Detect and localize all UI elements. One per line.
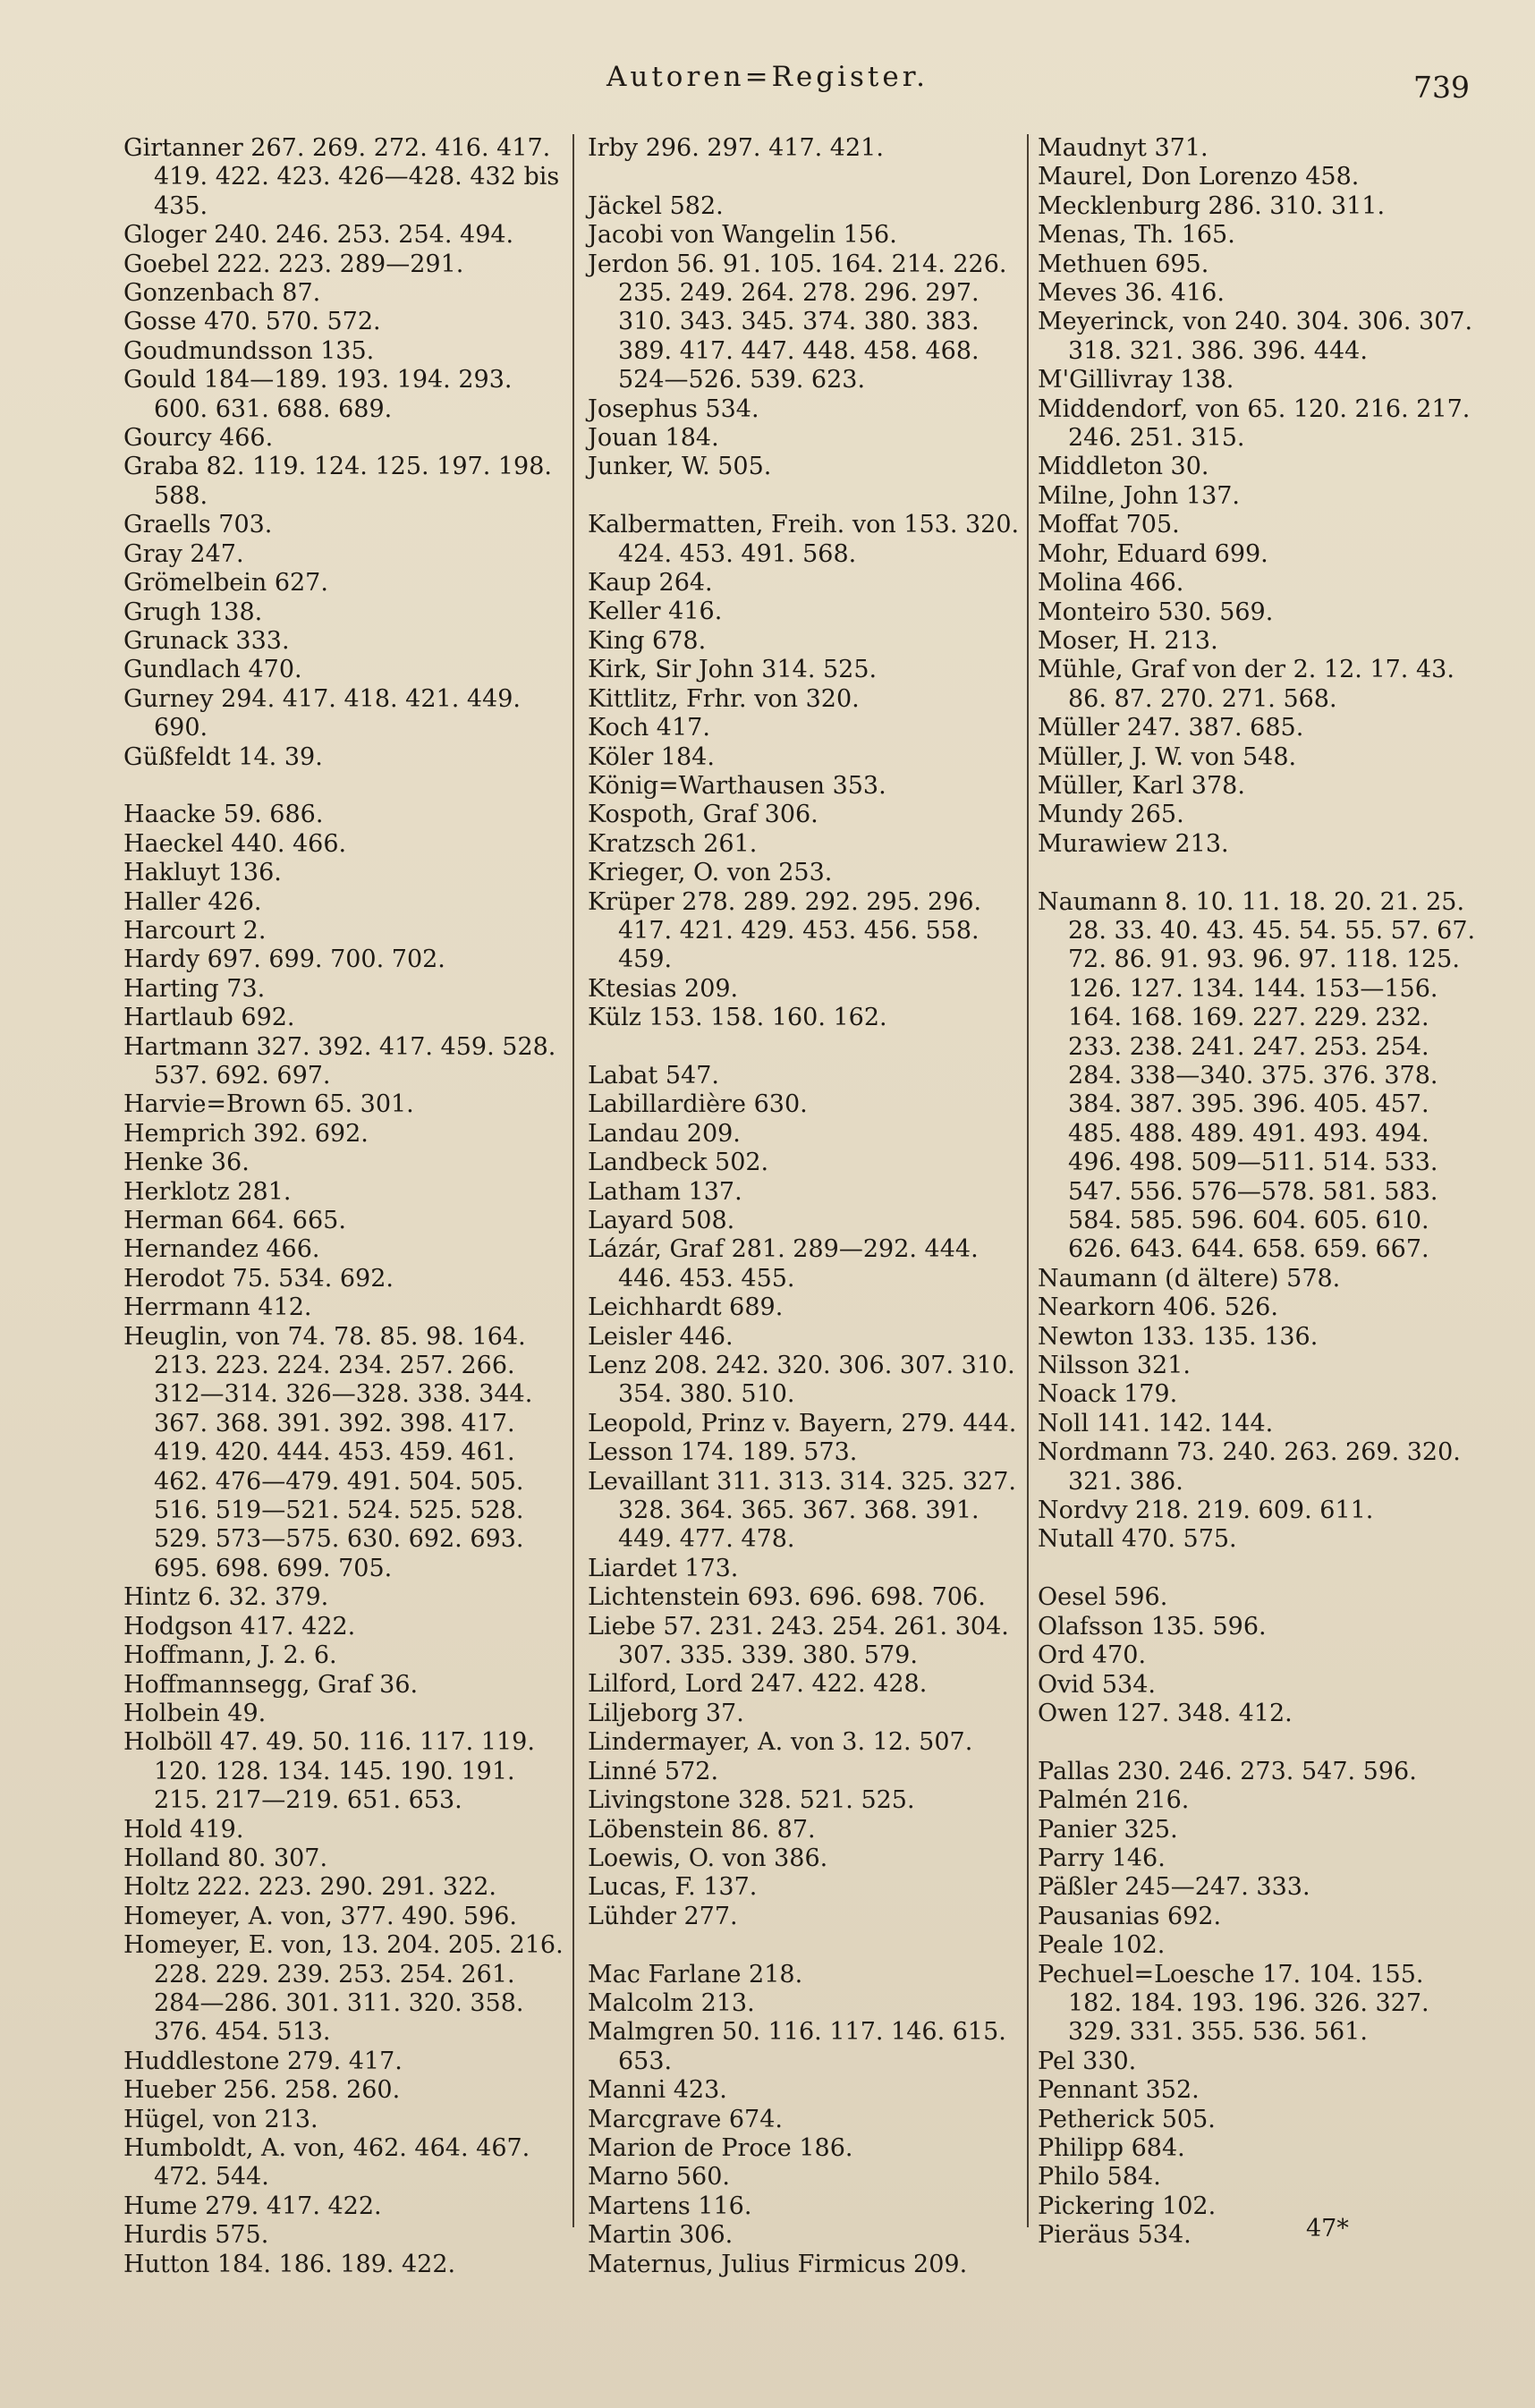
index-entry: Grömelbein 627. (123, 569, 328, 598)
index-entry: Pennant 352. (1038, 2076, 1200, 2105)
index-entry: Kaup 264. (588, 569, 713, 598)
index-entry: Middendorf, von 65. 120. 216. 217. 246. 251. 315. (1038, 394, 1471, 453)
index-entry: Landau 209. (588, 1119, 741, 1148)
section-gap (1038, 859, 1480, 887)
index-entry: Pechuel=Loesche 17. 104. 155. 182. 184. 193. 196. 326. 327. 329. 331. 355. 536. 561. (1038, 1960, 1429, 2047)
index-entry: Jerdon 56. 91. 105. 164. 214. 226. 235. 249. 264. 278. 296. 297. 310. 343. 345. 374. 380. 383. 389. 417. 447. 448. 458. 468. 524—526. 539. 623. (588, 250, 1007, 394)
index-entry: Linné 572. (588, 1757, 719, 1785)
index-entry: Henke 36. (123, 1149, 250, 1177)
index-entry: Kalbermatten, Freih. von 153. 320. 424. 453. 491. 568. (588, 511, 1020, 568)
index-entry: Lindermayer, A. von 3. 12. 507. (588, 1728, 973, 1757)
index-entry: Naumann 8. 10. 11. 18. 20. 21. 25. 28. 33. 40. 43. 45. 54. 55. 57. 67. 72. 86. 91. 93. 96. 97. 118. 125. 126. 127. 134. 144. 153—156. 164. 168. 169. 227. 229. 232. 233. 238. 241. 247. 253. 254. 284. 338—340. 375. 376. 378. 384. 387. 395. 396. 405. 457. 485. 488. 489. 491. 493. 494. 496. 498. 509—511. 514. 533. 547. 556. 576—578. 581. 583. 584. 585. 596. 604. 605. 610. 626. 643. 644. 658. 659. 667. (1038, 887, 1476, 1264)
index-entry: Harvie=Brown 65. 301. (123, 1090, 414, 1119)
index-entry: Lilford, Lord 247. 422. 428. (588, 1670, 928, 1699)
index-entry: Hügel, von 213. (123, 2105, 318, 2133)
index-entry: Philipp 684. (1038, 2133, 1185, 2162)
index-entry: Ord 470. (1038, 1641, 1147, 1670)
index-entry: Josephus 534. (588, 394, 759, 423)
index-entry: Holland 80. 307. (123, 1844, 328, 1872)
index-entry: Graells 703. (123, 511, 273, 539)
index-entry: Herrmann 412. (123, 1293, 312, 1322)
index-entry: Hernandez 466. (123, 1235, 320, 1264)
index-entry: Lichtenstein 693. 696. 698. 706. (588, 1583, 986, 1612)
index-entry: Kittlitz, Frhr. von 320. (588, 684, 860, 713)
index-entry: Gurney 294. 417. 418. 421. 449. 690. (123, 684, 521, 742)
index-entry: Levaillant 311. 313. 314. 325. 327. 328. 364. 365. 367. 368. 391. 449. 477. 478. (588, 1467, 1016, 1554)
index-entry: Müller, Karl 378. (1038, 771, 1245, 800)
running-header: Autoren=Register. (606, 61, 929, 93)
index-entry: Gonzenbach 87. (123, 279, 321, 308)
index-entry: Koch 417. (588, 714, 710, 742)
index-column-1 (123, 134, 565, 2279)
index-entry: Ktesias 209. (588, 974, 739, 1003)
index-entry: Gould 184—189. 193. 194. 293. 600. 631. 688. 689. (123, 366, 513, 423)
index-entry: Lenz 208. 242. 320. 306. 307. 310. 354. 380. 510. (588, 1352, 1015, 1409)
index-entry: Pickering 102. (1038, 2192, 1217, 2220)
index-column-3 (1038, 134, 1480, 2251)
index-entry: Lühder 277. (588, 1902, 738, 1930)
index-entry: Haeckel 440. 466. (123, 829, 347, 858)
index-entry: Müller, J. W. von 548. (1038, 742, 1297, 771)
index-entry: Külz 153. 158. 160. 162. (588, 1004, 887, 1032)
index-entry: Manni 423. (588, 2076, 727, 2105)
index-entry: Pausanias 692. (1038, 1902, 1222, 1930)
index-entry: Latham 137. (588, 1177, 742, 1206)
index-entry: Liljeborg 37. (588, 1699, 744, 1727)
index-entry: Herodot 75. 534. 692. (123, 1264, 394, 1293)
index-entry: Methuen 695. (1038, 250, 1209, 278)
index-entry: Pallas 230. 246. 273. 547. 596. (1038, 1757, 1417, 1785)
index-entry: Goudmundsson 135. (123, 336, 375, 365)
index-entry: Nordmann 73. 240. 263. 269. 320. 321. 386. (1038, 1438, 1461, 1496)
index-entry: Haacke 59. 686. (123, 801, 324, 829)
index-entry: Mühle, Graf von der 2. 12. 17. 43. 86. 87. 270. 271. 568. (1038, 656, 1454, 713)
index-entry: Hintz 6. 32. 379. (123, 1583, 329, 1612)
index-entry: Homeyer, E. von, 13. 204. 205. 216. 228. 229. 239. 253. 254. 261. 284—286. 301. 311. 320. 358. 376. 454. 513. (123, 1931, 564, 2047)
index-entry: Labillardière 630. (588, 1090, 808, 1119)
index-entry: Meyerinck, von 240. 304. 306. 307. 318. 321. 386. 396. 444. (1038, 308, 1473, 365)
index-entry: Hemprich 392. 692. (123, 1119, 369, 1148)
index-entry: Jouan 184. (588, 424, 719, 453)
index-entry: Labat 547. (588, 1061, 719, 1090)
index-entry: Ovid 534. (1038, 1670, 1157, 1699)
index-entry: Herklotz 281. (123, 1177, 292, 1206)
index-entry: Newton 133. 135. 136. (1038, 1322, 1319, 1351)
index-entry: Krieger, O. von 253. (588, 859, 833, 887)
index-entry: Landbeck 502. (588, 1149, 769, 1177)
index-entry: Leisler 446. (588, 1322, 734, 1351)
page-number: 739 (1413, 70, 1470, 105)
column-rule (1027, 134, 1029, 2227)
index-entry: Martens 116. (588, 2192, 752, 2220)
index-entry: Lázár, Graf 281. 289—292. 444. 446. 453. 455. (588, 1235, 979, 1293)
index-entry: King 678. (588, 626, 707, 655)
index-entry: Moffat 705. (1038, 511, 1180, 539)
signature-mark: 47* (1306, 2215, 1349, 2243)
index-entry: Philo 584. (1038, 2163, 1161, 2192)
section-gap (588, 163, 1021, 191)
index-entry: Päßler 245—247. 333. (1038, 1873, 1310, 1902)
index-entry: Keller 416. (588, 598, 723, 626)
index-entry: Palmén 216. (1038, 1786, 1190, 1815)
index-entry: Maudnyt 371. (1038, 134, 1208, 162)
index-entry: Junker, W. 505. (588, 453, 772, 481)
index-entry: Nearkorn 406. 526. (1038, 1293, 1278, 1322)
index-entry: Hueber 256. 258. 260. (123, 2076, 401, 2105)
index-entry: Lesson 174. 189. 573. (588, 1438, 858, 1467)
index-entry: Hakluyt 136. (123, 859, 282, 887)
index-entry: Jacobi von Wangelin 156. (588, 221, 897, 250)
index-entry: Molina 466. (1038, 569, 1184, 598)
index-entry: Müller 247. 387. 685. (1038, 714, 1304, 742)
index-entry: Mac Farlane 218. (588, 1960, 803, 1988)
index-entry: Panier 325. (1038, 1815, 1178, 1844)
index-entry: Pel 330. (1038, 2047, 1137, 2075)
index-entry: Mundy 265. (1038, 801, 1184, 829)
index-entry: Holtz 222. 223. 290. 291. 322. (123, 1873, 497, 1902)
index-entry: Graba 82. 119. 124. 125. 197. 198. 588. (123, 453, 552, 510)
index-entry: Harting 73. (123, 974, 266, 1003)
section-gap (588, 1931, 1021, 1960)
index-entry: Marcgrave 674. (588, 2105, 783, 2133)
index-entry: Köler 184. (588, 742, 715, 771)
index-entry: Naumann (d ältere) 578. (1038, 1264, 1341, 1293)
index-entry: Owen 127. 348. 412. (1038, 1699, 1293, 1727)
index-entry: Maternus, Julius Firmicus 209. (588, 2250, 968, 2278)
index-entry: Parry 146. (1038, 1844, 1166, 1872)
index-entry: Leopold, Prinz v. Bayern, 279. 444. (588, 1409, 1017, 1437)
index-entry: Homeyer, A. von, 377. 490. 596. (123, 1902, 517, 1930)
section-gap (1038, 1555, 1480, 1583)
index-entry: Marno 560. (588, 2163, 730, 2192)
index-entry: Kirk, Sir John 314. 525. (588, 656, 878, 684)
index-entry: Irby 296. 297. 417. 421. (588, 134, 884, 162)
index-entry: Kospoth, Graf 306. (588, 801, 818, 829)
index-entry: König=Warthausen 353. (588, 771, 886, 800)
index-entry: Oesel 596. (1038, 1583, 1168, 1612)
index-entry: Güßfeldt 14. 39. (123, 742, 323, 771)
index-entry: Löbenstein 86. 87. (588, 1815, 816, 1844)
index-entry: Holbein 49. (123, 1699, 267, 1727)
index-entry: Hodgson 417. 422. (123, 1612, 356, 1641)
index-entry: Marion de Proce 186. (588, 2133, 853, 2162)
section-gap (588, 1033, 1021, 1062)
index-entry: Olafsson 135. 596. (1038, 1612, 1267, 1641)
index-entry: Noll 141. 142. 144. (1038, 1409, 1274, 1437)
index-entry: Herman 664. 665. (123, 1207, 346, 1235)
index-entry: Hurdis 575. (123, 2221, 269, 2250)
index-entry: Hold 419. (123, 1815, 244, 1844)
index-entry: Gundlach 470. (123, 656, 302, 684)
index-entry: Grugh 138. (123, 598, 263, 626)
index-entry: Kratzsch 261. (588, 829, 758, 858)
column-rule (572, 134, 574, 2227)
index-entry: Hoffmann, J. 2. 6. (123, 1641, 337, 1670)
index-entry: Gray 247. (123, 539, 244, 568)
index-entry: Maurel, Don Lorenzo 458. (1038, 163, 1360, 191)
index-entry: Jäckel 582. (588, 191, 724, 220)
section-gap (588, 482, 1021, 511)
index-entry: Grunack 333. (123, 626, 290, 655)
index-entry: Gosse 470. 570. 572. (123, 308, 381, 336)
index-entry: Monteiro 530. 569. (1038, 598, 1274, 626)
index-entry: Krüper 278. 289. 292. 295. 296. 417. 421. 429. 453. 456. 558. 459. (588, 887, 982, 974)
index-entry: Leichhardt 689. (588, 1293, 784, 1322)
index-entry: Nutall 470. 575. (1038, 1525, 1237, 1554)
index-entry: Hartlaub 692. (123, 1004, 295, 1032)
index-entry: Loewis, O. von 386. (588, 1844, 828, 1872)
index-entry: Middleton 30. (1038, 453, 1209, 481)
index-entry: Hartmann 327. 392. 417. 459. 528. 537. 692. 697. (123, 1032, 556, 1090)
index-entry: Malcolm 213. (588, 1988, 755, 2017)
index-entry: Moser, H. 213. (1038, 626, 1218, 655)
section-gap (1038, 1728, 1480, 1757)
index-entry: Hume 279. 417. 422. (123, 2192, 382, 2220)
index-entry: Huddlestone 279. 417. (123, 2047, 403, 2075)
index-entry: Girtanner 267. 269. 272. 416. 417. 419. 422. 423. 426—428. 432 bis 435. (123, 134, 560, 220)
index-entry: Hardy 697. 699. 700. 702. (123, 945, 445, 974)
index-entry: Layard 508. (588, 1206, 735, 1234)
index-entry: Gloger 240. 246. 253. 254. 494. (123, 221, 514, 250)
index-entry: Peale 102. (1038, 1931, 1166, 1960)
index-entry: Livingstone 328. 521. 525. (588, 1786, 915, 1815)
index-entry: Gourcy 466. (123, 424, 274, 453)
index-entry: Mohr, Eduard 699. (1038, 539, 1268, 568)
index-entry: Mecklenburg 286. 310. 311. (1038, 191, 1386, 220)
index-entry: Pieräus 534. (1038, 2221, 1192, 2250)
index-entry: Nilsson 321. (1038, 1352, 1191, 1380)
index-entry: Hoffmannsegg, Graf 36. (123, 1670, 419, 1699)
index-entry: Menas, Th. 165. (1038, 221, 1235, 250)
index-entry: Liardet 173. (588, 1554, 739, 1582)
index-entry: Milne, John 137. (1038, 481, 1241, 510)
index-entry: Humboldt, A. von, 462. 464. 467. 472. 544. (123, 2134, 530, 2192)
index-entry: Liebe 57. 231. 243. 254. 261. 304. 307. 335. 339. 380. 579. (588, 1612, 1009, 1670)
index-entry: Hutton 184. 186. 189. 422. (123, 2250, 456, 2278)
index-entry: Murawiew 213. (1038, 829, 1229, 858)
index-entry: Heuglin, von 74. 78. 85. 98. 164. 213. 223. 224. 234. 257. 266. 312—314. 326—328. 338. 344. 367. 368. 391. 392. 398. 417. 419. 420. 444. 453. 459. 461. 462. 476—479. 491. 504. 505. 516. 519—521. 524. 525. 528. 529. 573—575. 630. 692. 693. 695. 698. 699. 705. (123, 1322, 533, 1582)
index-entry: Martin 306. (588, 2221, 734, 2250)
index-entry: M'Gillivray 138. (1038, 366, 1234, 394)
index-column-2 (588, 134, 1021, 2279)
section-gap (123, 772, 565, 801)
index-entry: Holböll 47. 49. 50. 116. 117. 119. 120. 128. 134. 145. 190. 191. 215. 217—219. 651. 653. (123, 1728, 535, 1815)
index-entry: Lucas, F. 137. (588, 1873, 758, 1902)
index-entry: Goebel 222. 223. 289—291. (123, 250, 464, 278)
index-entry: Noack 179. (1038, 1380, 1178, 1409)
index-entry: Nordvy 218. 219. 609. 611. (1038, 1497, 1374, 1525)
index-entry: Harcourt 2. (123, 916, 267, 945)
index-entry: Haller 426. (123, 887, 262, 916)
index-entry: Meves 36. 416. (1038, 279, 1225, 308)
index-entry: Petherick 505. (1038, 2105, 1216, 2133)
index-entry: Malmgren 50. 116. 117. 146. 615. 653. (588, 2018, 1006, 2075)
